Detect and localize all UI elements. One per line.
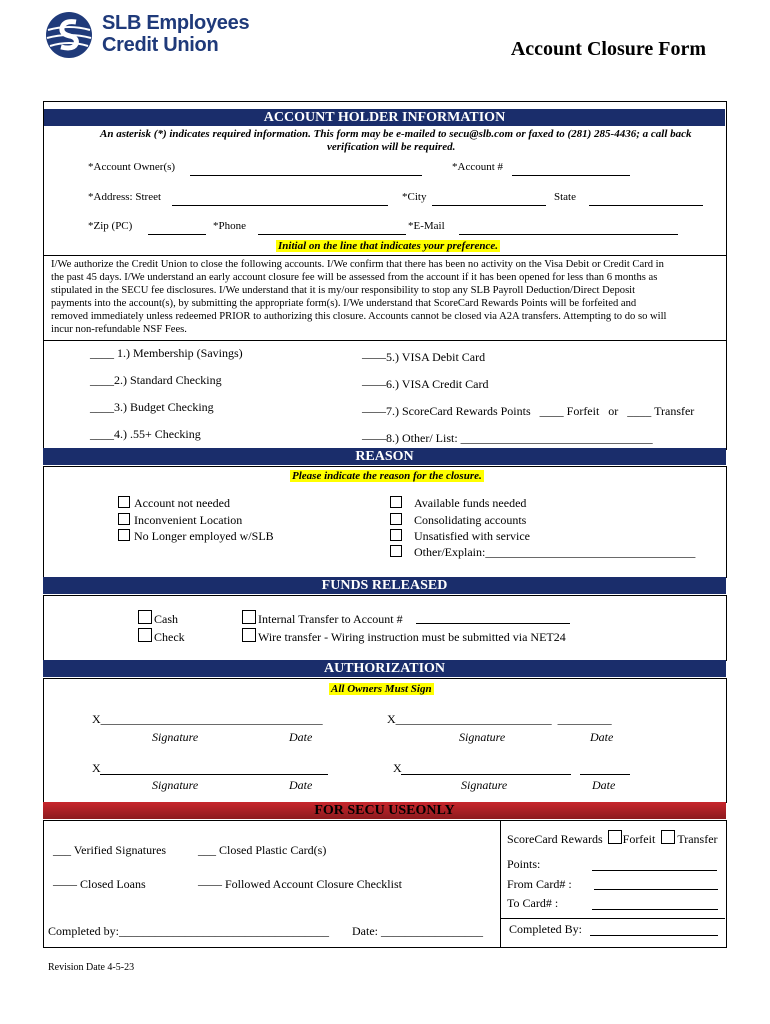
authorization-section bbox=[43, 678, 727, 803]
signature-line-4[interactable] bbox=[401, 774, 571, 775]
funds-option-check[interactable] bbox=[138, 628, 185, 645]
funds-label: Check bbox=[154, 630, 185, 644]
email-field[interactable] bbox=[459, 234, 678, 235]
reason-label: Available funds needed bbox=[414, 496, 527, 510]
funds-label: Wire transfer - Wiring instruction must be submitted via NET24 bbox=[258, 630, 566, 644]
points-field[interactable] bbox=[592, 870, 717, 871]
signature-caption: Signature bbox=[459, 730, 506, 744]
signature-caption: Signature bbox=[152, 778, 199, 792]
secu-header: FOR SECU USEONLY bbox=[43, 802, 726, 819]
signature-caption: Signature bbox=[461, 778, 508, 792]
secu-right-divider bbox=[500, 918, 725, 919]
date-caption: Date bbox=[289, 778, 313, 792]
para-line: incur non-refundable NSF Fees. bbox=[51, 324, 187, 335]
reason-label: No Longer employed w/SLB bbox=[134, 529, 274, 543]
divider bbox=[43, 340, 726, 341]
transfer-label: Transfer bbox=[677, 832, 718, 846]
completed-by[interactable]: Completed by:___________________________________ bbox=[48, 924, 329, 938]
account-option-55-checking[interactable]: ____4.) .55+ Checking bbox=[90, 427, 201, 441]
closed-loans[interactable]: —— Closed Loans bbox=[53, 877, 146, 891]
reason-option[interactable] bbox=[390, 529, 530, 544]
authorization-note: All Owners Must Sign bbox=[331, 683, 432, 695]
internal-account-field[interactable] bbox=[416, 623, 570, 624]
account-option-other[interactable]: ——8.) Other/ List: ________________________________ bbox=[362, 431, 653, 445]
reason-header: REASON bbox=[43, 448, 726, 465]
para-line: the past 45 days. I/We understand an early account closure fee will be assessed from the account if it has been opened for less than 6 months as bbox=[51, 272, 658, 283]
account-owners-label: *Account Owner(s) bbox=[88, 161, 176, 173]
reason-option[interactable] bbox=[390, 545, 695, 560]
checkbox[interactable] bbox=[242, 610, 256, 624]
date-caption: Date bbox=[592, 778, 616, 792]
from-card-field[interactable] bbox=[594, 889, 718, 890]
completed-by-field[interactable] bbox=[590, 935, 718, 936]
points-label: Points: bbox=[507, 857, 541, 871]
account-option-scorecard[interactable]: ——7.) ScoreCard Rewards Points ____ Forfeit or ____ Transfer bbox=[362, 404, 695, 418]
city-field[interactable] bbox=[432, 205, 546, 206]
street-field[interactable] bbox=[172, 205, 388, 206]
account-owners-field[interactable] bbox=[190, 175, 422, 176]
account-option-budget-checking[interactable]: ____3.) Budget Checking bbox=[90, 400, 214, 414]
funds-label: Cash bbox=[154, 612, 178, 626]
street-label: *Address: Street bbox=[88, 191, 162, 203]
state-field[interactable] bbox=[589, 205, 703, 206]
phone-field[interactable] bbox=[258, 234, 406, 235]
reason-option[interactable] bbox=[390, 496, 526, 511]
signature-line-1[interactable]: X_____________________________________ bbox=[92, 712, 323, 726]
checkbox[interactable] bbox=[390, 529, 402, 541]
account-option-visa-debit[interactable]: ——5.) VISA Debit Card bbox=[362, 350, 486, 364]
form-title: Account Closure Form bbox=[510, 38, 706, 60]
divider bbox=[43, 255, 726, 256]
checkbox[interactable] bbox=[242, 628, 256, 642]
secu-date[interactable]: Date: _________________ bbox=[352, 924, 483, 938]
reason-label: Account not needed bbox=[134, 496, 230, 510]
reason-option[interactable] bbox=[118, 496, 230, 511]
funds-option-cash[interactable] bbox=[138, 610, 178, 627]
account-option-membership[interactable]: ____ 1.) Membership (Savings) bbox=[90, 346, 243, 360]
signature-x: X bbox=[393, 761, 402, 775]
authorization-paragraph bbox=[51, 258, 721, 336]
account-option-visa-credit[interactable]: ——6.) VISA Credit Card bbox=[362, 377, 489, 391]
checkbox[interactable] bbox=[390, 545, 402, 557]
notice-line2: verification will be required. bbox=[327, 141, 456, 153]
logo bbox=[44, 10, 264, 60]
notice-line1: An asterisk (*) indicates required information. This form may be e-mailed to secu@slb.com or faxed to (281) 285-4436; a call back bbox=[100, 128, 692, 140]
scorecard-label: ScoreCard Rewards bbox=[507, 832, 603, 846]
checkbox[interactable] bbox=[608, 830, 622, 844]
followed-checklist[interactable]: —— Followed Account Closure Checklist bbox=[198, 877, 402, 891]
signature-line-2[interactable]: X__________________________ _________ bbox=[387, 712, 612, 726]
signature-line-3[interactable] bbox=[100, 774, 328, 775]
signature-x: X bbox=[92, 761, 101, 775]
para-line: I/We authorize the Credit Union to close the following accounts. I/We confirm that there has been no activity on the Visa Debit or Credit Card in bbox=[51, 259, 664, 270]
logo-line1: SLB Employees bbox=[102, 12, 250, 34]
funds-option-wire[interactable] bbox=[242, 628, 566, 645]
revision-date: Revision Date 4-5-23 bbox=[48, 962, 135, 973]
reason-label: Unsatisfied with service bbox=[414, 529, 530, 543]
reason-label: Other/Explain:___________________________________ bbox=[414, 545, 696, 559]
para-line: stipulated in the SECU fee disclosures. I/We understand that it is my/our responsibility to stop any SLB Payroll Deduction/Direct Deposit bbox=[51, 285, 636, 296]
scorecard-row bbox=[507, 830, 718, 847]
credit-union-logo-icon bbox=[44, 10, 94, 60]
reason-option[interactable] bbox=[118, 513, 242, 528]
date-line-4[interactable] bbox=[580, 774, 630, 775]
reason-label: Consolidating accounts bbox=[414, 513, 527, 527]
zip-label: *Zip (PC) bbox=[88, 220, 133, 232]
forfeit-label: Forfeit bbox=[622, 832, 656, 846]
authorization-header: AUTHORIZATION bbox=[43, 660, 726, 677]
checkbox[interactable] bbox=[118, 496, 130, 508]
funds-header: FUNDS RELEASED bbox=[43, 577, 726, 594]
para-line: removed immediately unless redeemed PRIOR to authorizing this closure. Accounts cannot be closed via A2A transfers. Attempting to do so will bbox=[51, 311, 667, 322]
verified-signatures[interactable]: ___ Verified Signatures bbox=[53, 843, 167, 857]
checkbox[interactable] bbox=[138, 628, 152, 642]
checkbox[interactable] bbox=[390, 513, 402, 525]
checkbox[interactable] bbox=[661, 830, 675, 844]
city-label: *City bbox=[402, 191, 427, 203]
logo-line2: Credit Union bbox=[102, 34, 219, 56]
account-number-field[interactable] bbox=[512, 175, 630, 176]
to-card-field[interactable] bbox=[592, 909, 718, 910]
secu-divider bbox=[500, 820, 501, 947]
zip-field[interactable] bbox=[148, 234, 206, 235]
email-label: *E-Mail bbox=[408, 220, 445, 232]
reason-label: Inconvenient Location bbox=[134, 513, 243, 527]
date-caption: Date bbox=[590, 730, 614, 744]
checkbox[interactable] bbox=[138, 610, 152, 624]
completed-by-label: Completed By: bbox=[509, 922, 582, 936]
reason-note: Please indicate the reason for the closure. bbox=[292, 470, 482, 482]
closed-plastic-cards[interactable]: ___ Closed Plastic Card(s) bbox=[198, 843, 327, 857]
account-holder-header: ACCOUNT HOLDER INFORMATION bbox=[44, 109, 725, 126]
reason-option[interactable] bbox=[390, 513, 526, 528]
from-card-label: From Card# : bbox=[507, 877, 572, 891]
checkbox[interactable] bbox=[390, 496, 402, 508]
account-number-label: *Account # bbox=[452, 161, 504, 173]
state-label: State bbox=[554, 191, 576, 203]
funds-option-internal[interactable] bbox=[242, 610, 403, 627]
checkbox[interactable] bbox=[118, 513, 130, 525]
para-line: payments into the account(s), by submitting the appropriate form(s). I/We understand that ScoreCard Rewards Points will be forfeited and bbox=[51, 298, 637, 309]
initial-note: Initial on the line that indicates your preference. bbox=[278, 240, 499, 252]
signature-caption: Signature bbox=[152, 730, 199, 744]
account-option-standard-checking[interactable]: ____2.) Standard Checking bbox=[90, 373, 222, 387]
checkbox[interactable] bbox=[118, 529, 130, 541]
date-caption: Date bbox=[289, 730, 313, 744]
to-card-label: To Card# : bbox=[507, 896, 559, 910]
funds-label: Internal Transfer to Account # bbox=[258, 612, 403, 626]
reason-option[interactable] bbox=[118, 529, 274, 544]
phone-label: *Phone bbox=[213, 220, 246, 232]
